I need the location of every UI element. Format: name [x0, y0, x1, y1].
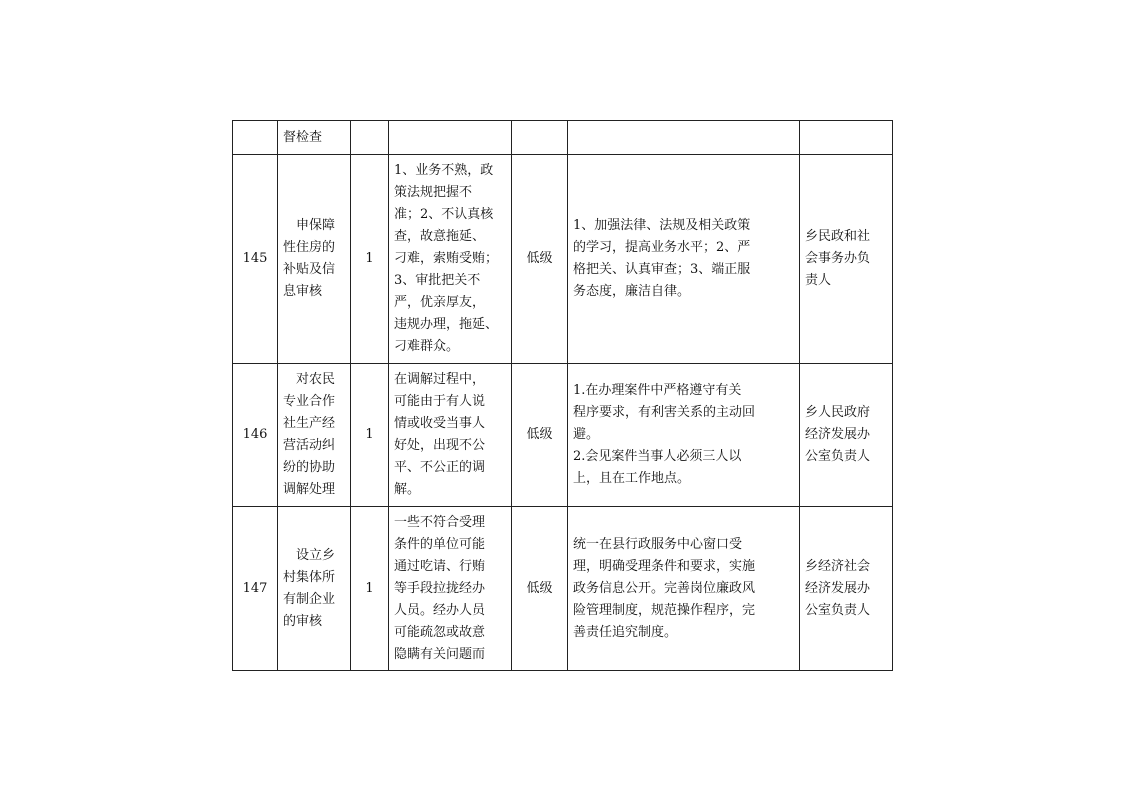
item-name: 督检查	[278, 121, 351, 155]
prevention-measures: 1、加强法律、法规及相关政策 的学习，提高业务水平；2、严 格把关、认真审查；3、端正服 务态度，廉洁自律。	[568, 155, 800, 364]
risk-count: 1	[351, 507, 389, 671]
risk-count: 1	[351, 155, 389, 364]
risk-count	[351, 121, 389, 155]
responsible-person	[800, 121, 893, 155]
table-row	[233, 364, 893, 507]
row-number: 145	[233, 155, 278, 364]
risk-count: 1	[351, 364, 389, 507]
risk-table	[232, 120, 893, 671]
row-number: 147	[233, 507, 278, 671]
risk-level: 低级	[512, 155, 568, 364]
risk-level: 低级	[512, 507, 568, 671]
risk-level	[512, 121, 568, 155]
table-row	[233, 507, 893, 671]
risk-level: 低级	[512, 364, 568, 507]
row-number	[233, 121, 278, 155]
item-name: 申保障 性住房的 补贴及信 息审核	[278, 155, 351, 364]
risk-description: 一些不符合受理 条件的单位可能 通过吃请、行贿 等手段拉拢经办 人员。经办人员 可能疏忽或故意 隐瞒有关问题而	[389, 507, 512, 671]
prevention-measures	[568, 121, 800, 155]
row-number: 146	[233, 364, 278, 507]
risk-description	[389, 121, 512, 155]
responsible-person: 乡人民政府 经济发展办 公室负责人	[800, 364, 893, 507]
prevention-measures: 1.在办理案件中严格遵守有关 程序要求，有利害关系的主动回 避。 2.会见案件当事人必须三人以 上，且在工作地点。	[568, 364, 800, 507]
table-row	[233, 155, 893, 364]
item-name: 设立乡 村集体所 有制企业 的审核	[278, 507, 351, 671]
risk-description: 1、业务不熟，政 策法规把握不 准；2、不认真核 查，故意拖延、 刁难，索贿受贿； 3、审批把关不 严，优亲厚友， 违规办理，拖延、 刁难群众。	[389, 155, 512, 364]
prevention-measures: 统一在县行政服务中心窗口受 理，明确受理条件和要求，实施 政务信息公开。完善岗位廉政风 险管理制度，规范操作程序，完 善责任追究制度。	[568, 507, 800, 671]
responsible-person: 乡经济社会 经济发展办 公室负责人	[800, 507, 893, 671]
responsible-person: 乡民政和社 会事务办负 责人	[800, 155, 893, 364]
risk-description: 在调解过程中， 可能由于有人说 情或收受当事人 好处，出现不公 平、不公正的调 解。	[389, 364, 512, 507]
item-name: 对农民 专业合作 社生产经 营活动纠 纷的协助 调解处理	[278, 364, 351, 507]
table-row	[233, 121, 893, 155]
